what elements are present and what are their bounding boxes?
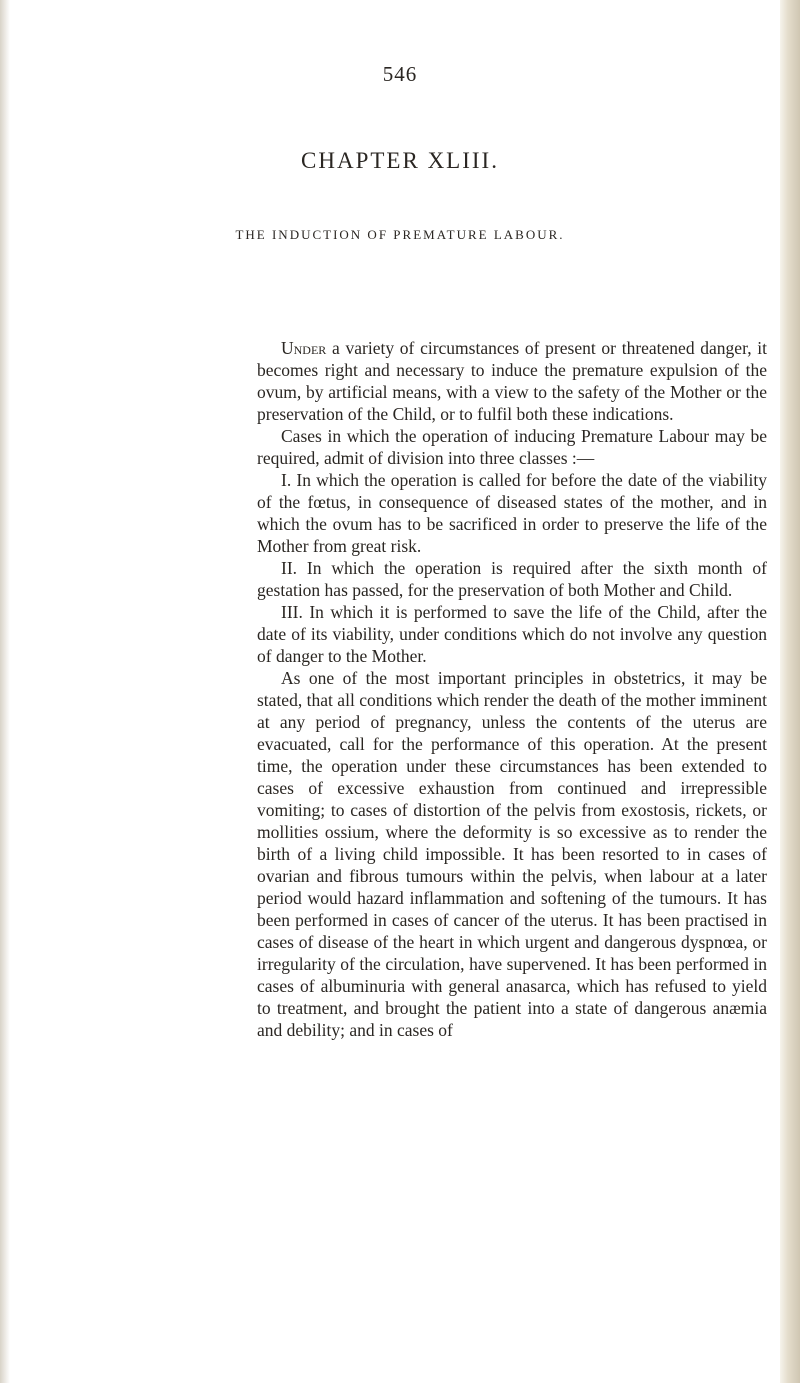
- page-edge-right: [780, 0, 800, 1383]
- paragraph-intro-text: a variety of circumstances of present or threatened danger, it becomes right and necessary to induce the premature expulsion of the ovum, by artificial means, with a view to the safety of the Mother or the preservation of the Child, or to fulfil both these indications.: [257, 338, 767, 424]
- paragraph-class-one: I. In which the operation is called for before the date of the viability of the fœtus, in consequence of diseased states of the mother, and in which the ovum has to be sacrificed in order to preserve the life of the Mother from great risk.: [257, 470, 767, 556]
- chapter-subtitle: THE INDUCTION OF PREMATURE LABOUR.: [235, 227, 565, 242]
- page-number: 546: [382, 62, 418, 86]
- paragraph-principles: As one of the most important principles in obstetrics, it may be stated, that all conditions which render the death of the mother imminent at any period of pregnancy, unless the contents of the uterus are evacuated, call for the performance of this operation. At the present time, the operation under these circumstances has been extended to cases of excessive exhaustion from continued and irrepressible vomiting; to cases of distortion of the pelvis from exostosis, rickets, or mollities ossium, where the deformity is so excessive as to render the birth of a living child impossible. It has been resorted to in cases of ovarian and fibrous tumours within the pelvis, when labour at a later period would hazard inflammation and softening of the tumours. It has been performed in cases of cancer of the uterus. It has been practised in cases of disease of the heart in which urgent and dangerous dyspnœa, or irregularity of the circulation, have supervened. It has been performed in cases of albuminuria with general anasarca, which has refused to yield to treatment, and brought the patient into a state of dangerous anæmia and debility; and in cases of: [257, 668, 767, 1040]
- paragraph-intro: [257, 337, 767, 425]
- chapter-title: CHAPTER XLIII.: [301, 148, 499, 173]
- paragraph-class-two: II. In which the operation is required after the sixth month of gestation has passed, for the preservation of both Mother and Child.: [257, 558, 767, 600]
- body-text: [257, 337, 767, 1041]
- paragraph-class-three: III. In which it is performed to save the life of the Child, after the date of its viability, under conditions which do not involve any question of danger to the Mother.: [257, 602, 767, 666]
- paragraph-classes: Cases in which the operation of inducing Premature Labour may be required, admit of division into three classes :—: [257, 426, 767, 468]
- page-edge-left: [0, 0, 10, 1383]
- lead-word: Under: [281, 338, 327, 358]
